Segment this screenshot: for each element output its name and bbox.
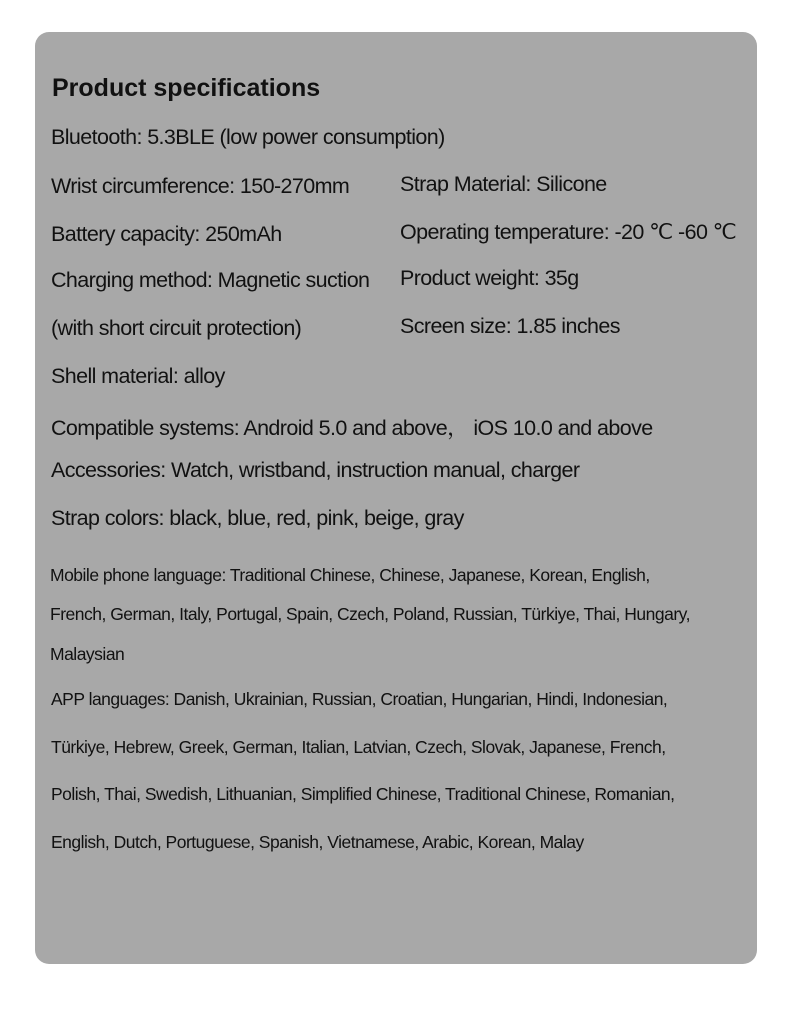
spec-card [35,32,757,964]
spec-strap-colors: Strap colors: black, blue, red, pink, beige, gray [51,506,464,530]
mobile-language-line: Malaysian [50,644,125,664]
page-title: Product specifications [52,74,321,102]
app-language-line: English, Dutch, Portuguese, Spanish, Vietnamese, Arabic, Korean, Malay [51,832,584,852]
spec-strap-material: Strap Material: Silicone [400,172,607,196]
spec-compatible-systems: Compatible systems: Android 5.0 and above， iOS 10.0 and above [51,416,653,440]
spec-shell-material: Shell material: alloy [51,364,225,388]
spec-screen-size: Screen size: 1.85 inches [400,314,620,338]
spec-battery-capacity: Battery capacity: 250mAh [51,222,282,246]
spec-accessories: Accessories: Watch, wristband, instruction manual, charger [51,458,580,482]
spec-bluetooth: Bluetooth: 5.3BLE (low power consumption) [51,125,445,149]
mobile-language-line: Mobile phone language: Traditional Chinese, Chinese, Japanese, Korean, English, [50,565,650,585]
spec-wrist-circumference: Wrist circumference: 150-270mm [51,174,350,198]
spec-charging-method: Charging method: Magnetic suction [51,268,370,292]
app-language-line: Türkiye, Hebrew, Greek, German, Italian, Latvian, Czech, Slovak, Japanese, French, [51,737,666,757]
spec-product-weight: Product weight: 35g [400,266,579,290]
mobile-language-line: French, German, Italy, Portugal, Spain, Czech, Poland, Russian, Türkiye, Thai, Hungary, [50,604,690,624]
spec-charging-method-note: (with short circuit protection) [51,316,302,340]
app-language-line: APP languages: Danish, Ukrainian, Russian, Croatian, Hungarian, Hindi, Indonesian, [51,689,668,709]
app-language-line: Polish, Thai, Swedish, Lithuanian, Simplified Chinese, Traditional Chinese, Romanian, [51,784,675,804]
spec-operating-temperature: Operating temperature: -20 ℃ -60 ℃ [400,220,737,244]
